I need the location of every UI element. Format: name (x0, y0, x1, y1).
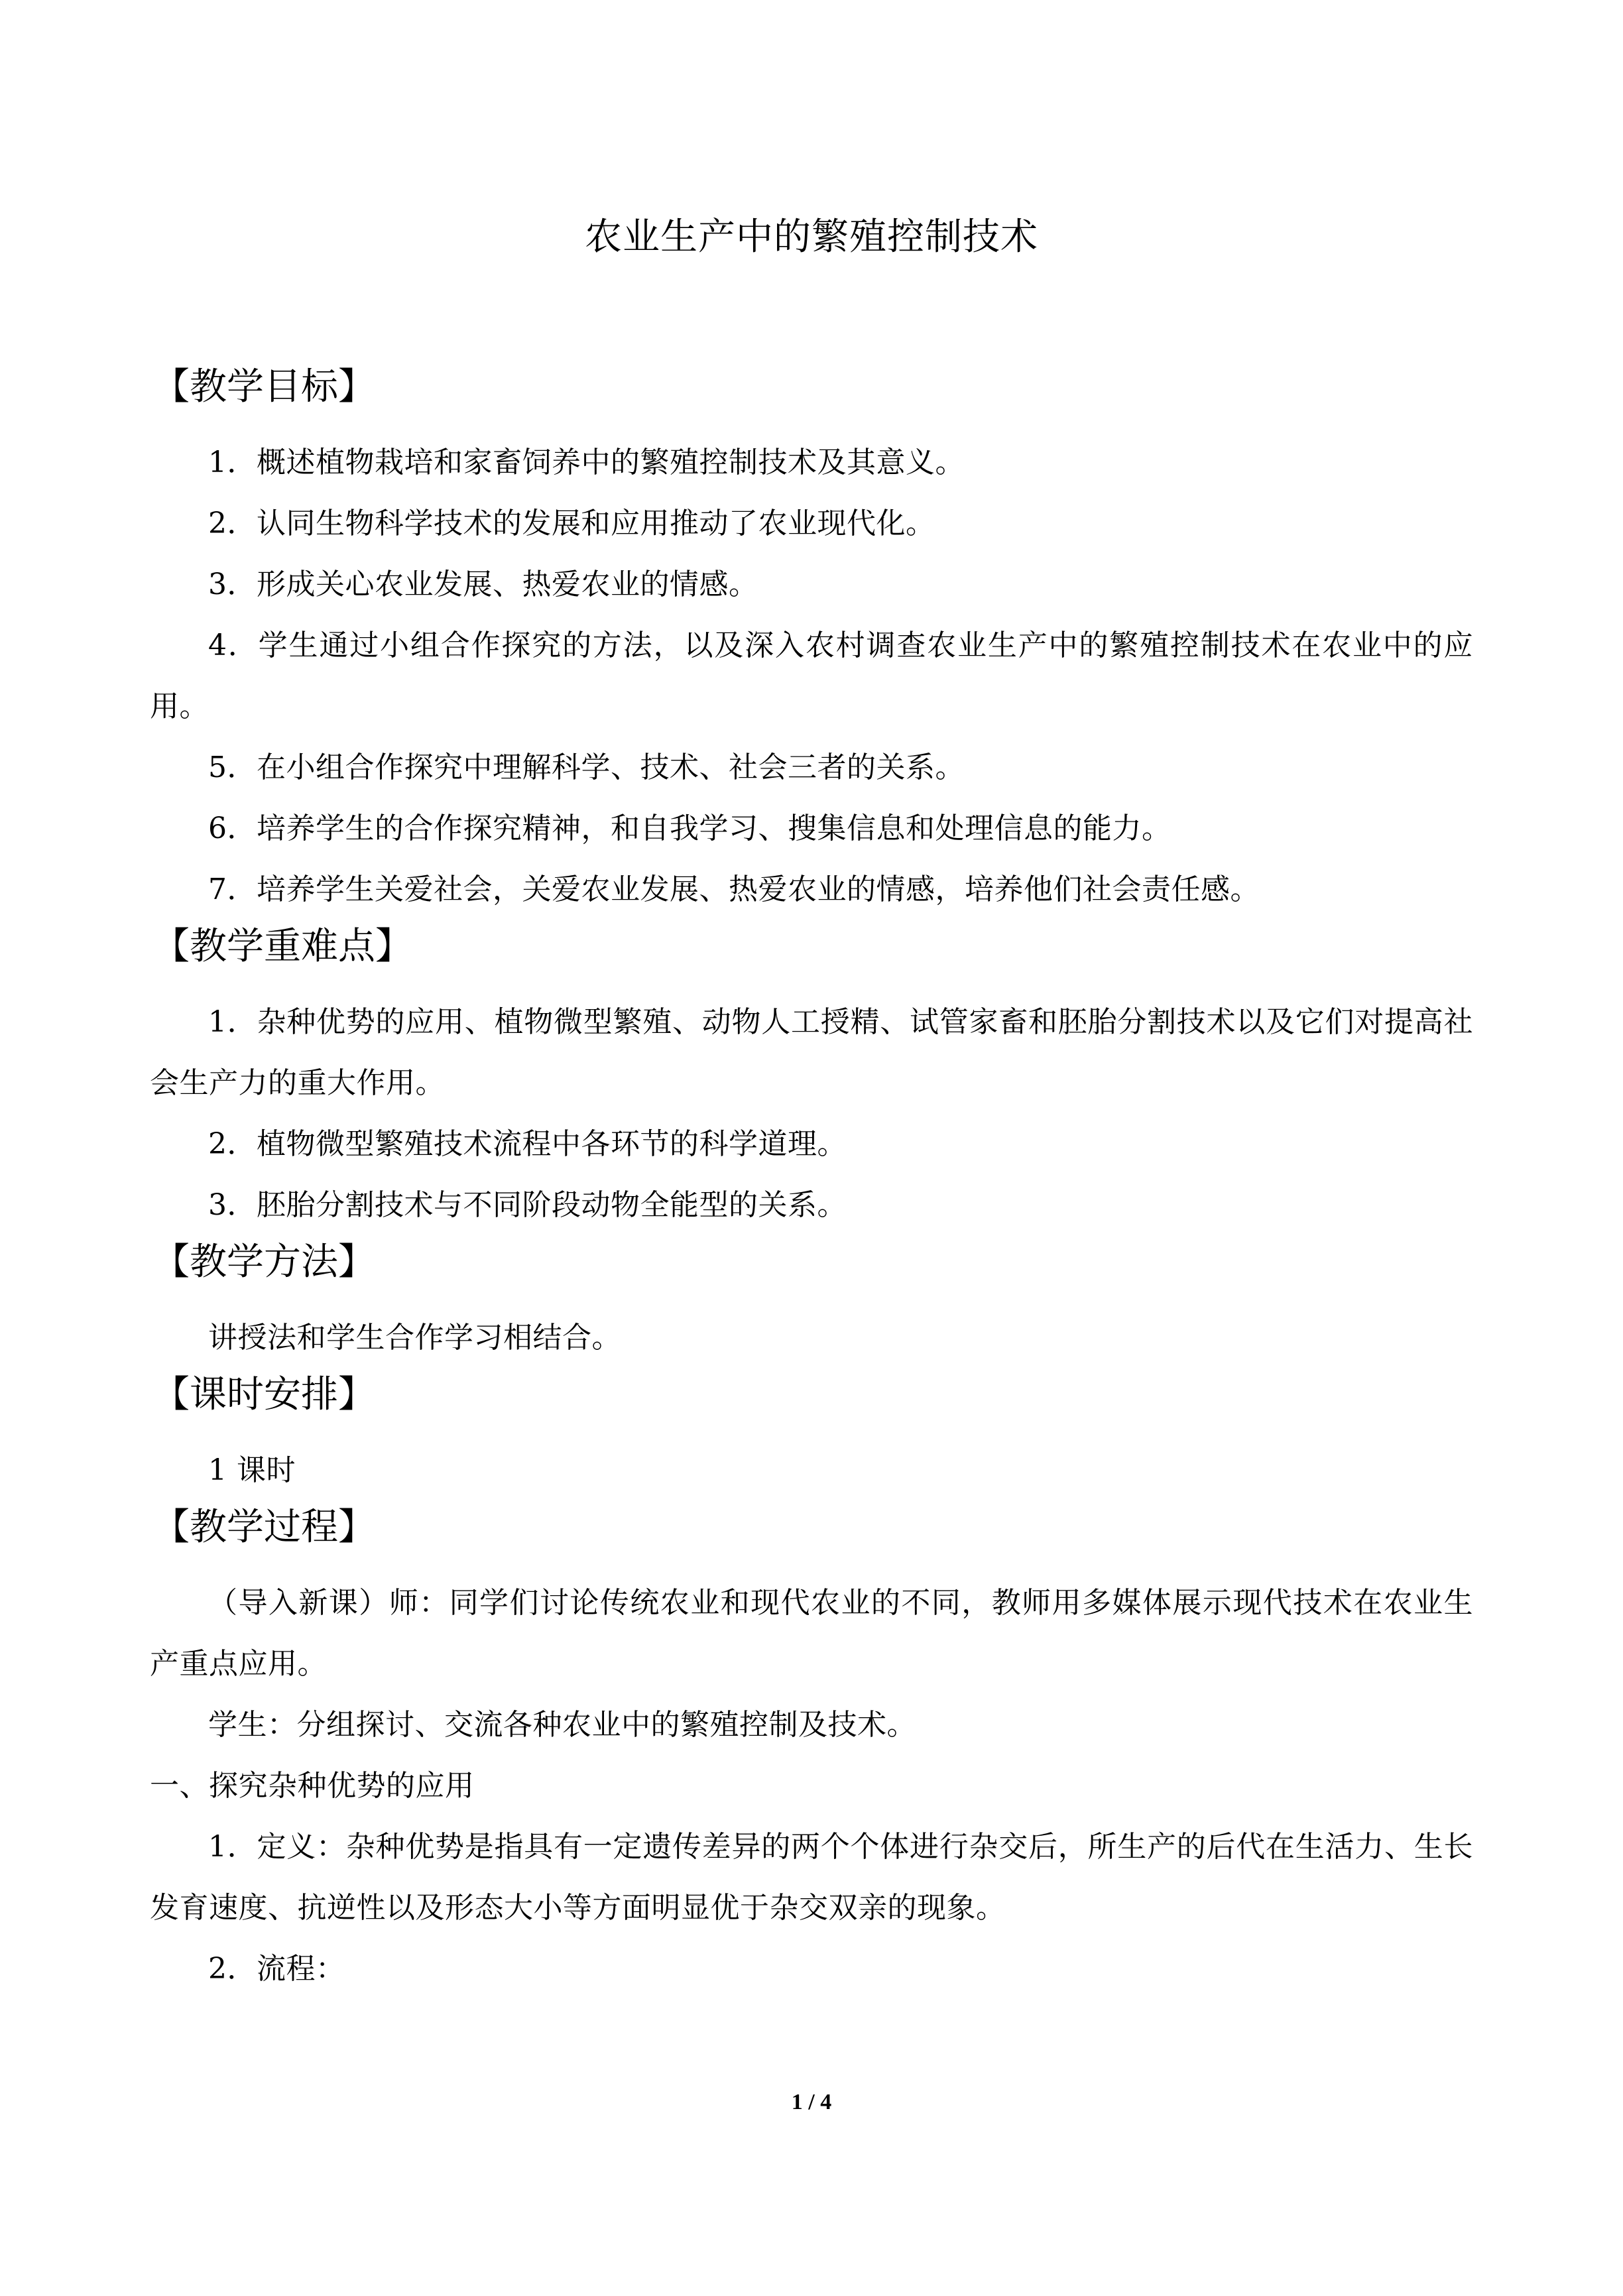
page-number: 1 / 4 (791, 2090, 832, 2114)
schedule-text: 1 课时 (208, 1453, 296, 1487)
objectives-list (150, 432, 1473, 920)
list-item: 2．认同生物科学技术的发展和应用推动了农业现代化。 (208, 507, 935, 540)
list-item: 5．在小组合作探究中理解科学、技术、社会三者的关系。 (208, 751, 965, 784)
subsection-heading: 一、探究杂种优势的应用 (150, 1769, 475, 1803)
list-item: 6．培养学生的合作探究精神，和自我学习、搜集信息和处理信息的能力。 (208, 812, 1172, 845)
methods-text: 讲授法和学生合作学习相结合。 (208, 1321, 621, 1355)
definition-text: 1．定义：杂种优势是指具有一定遗传差异的两个个体进行杂交后，所生产的后代在生活力、生长发育速度、抗逆性以及形态大小等方面明显优于杂交双亲的现象。 (150, 1830, 1473, 1925)
list-item: 4．学生通过小组合作探究的方法，以及深入农村调查农业生产中的繁殖控制技术在农业中的应用。 (150, 629, 1473, 723)
flow-text: 2．流程： (208, 1952, 345, 1986)
key-points-list (150, 992, 1473, 1236)
list-item: 2．植物微型繁殖技术流程中各环节的科学道理。 (208, 1127, 847, 1161)
section-heading-methods: 【教学方法】 (152, 1240, 375, 1284)
process-student: 学生：分组探讨、交流各种农业中的繁殖控制及技术。 (208, 1708, 916, 1742)
list-item: 3．形成关心农业发展、热爱农业的情感。 (208, 568, 758, 601)
list-item: 1．杂种优势的应用、植物微型繁殖、动物人工授精、试管家畜和胚胎分割技术以及它们对提高社会生产力的重大作用。 (150, 1005, 1473, 1100)
document-title: 农业生产中的繁殖控制技术 (585, 215, 1038, 259)
section-heading-schedule: 【课时安排】 (152, 1373, 375, 1416)
list-item: 7．培养学生关爱社会，关爱农业发展、热爱农业的情感，培养他们社会责任感。 (208, 873, 1260, 906)
section-heading-objectives: 【教学目标】 (152, 365, 375, 408)
process-intro: （导入新课）师：同学们讨论传统农业和现代农业的不同，教师用多媒体展示现代技术在农业生产重点应用。 (150, 1586, 1473, 1681)
document-body (150, 345, 1473, 2000)
list-item: 3．胚胎分割技术与不同阶段动物全能型的关系。 (208, 1188, 847, 1222)
section-heading-key-points: 【教学重难点】 (152, 925, 412, 968)
section-heading-process: 【教学过程】 (152, 1506, 375, 1549)
list-item: 1．概述植物栽培和家畜饲养中的繁殖控制技术及其意义。 (208, 446, 965, 479)
